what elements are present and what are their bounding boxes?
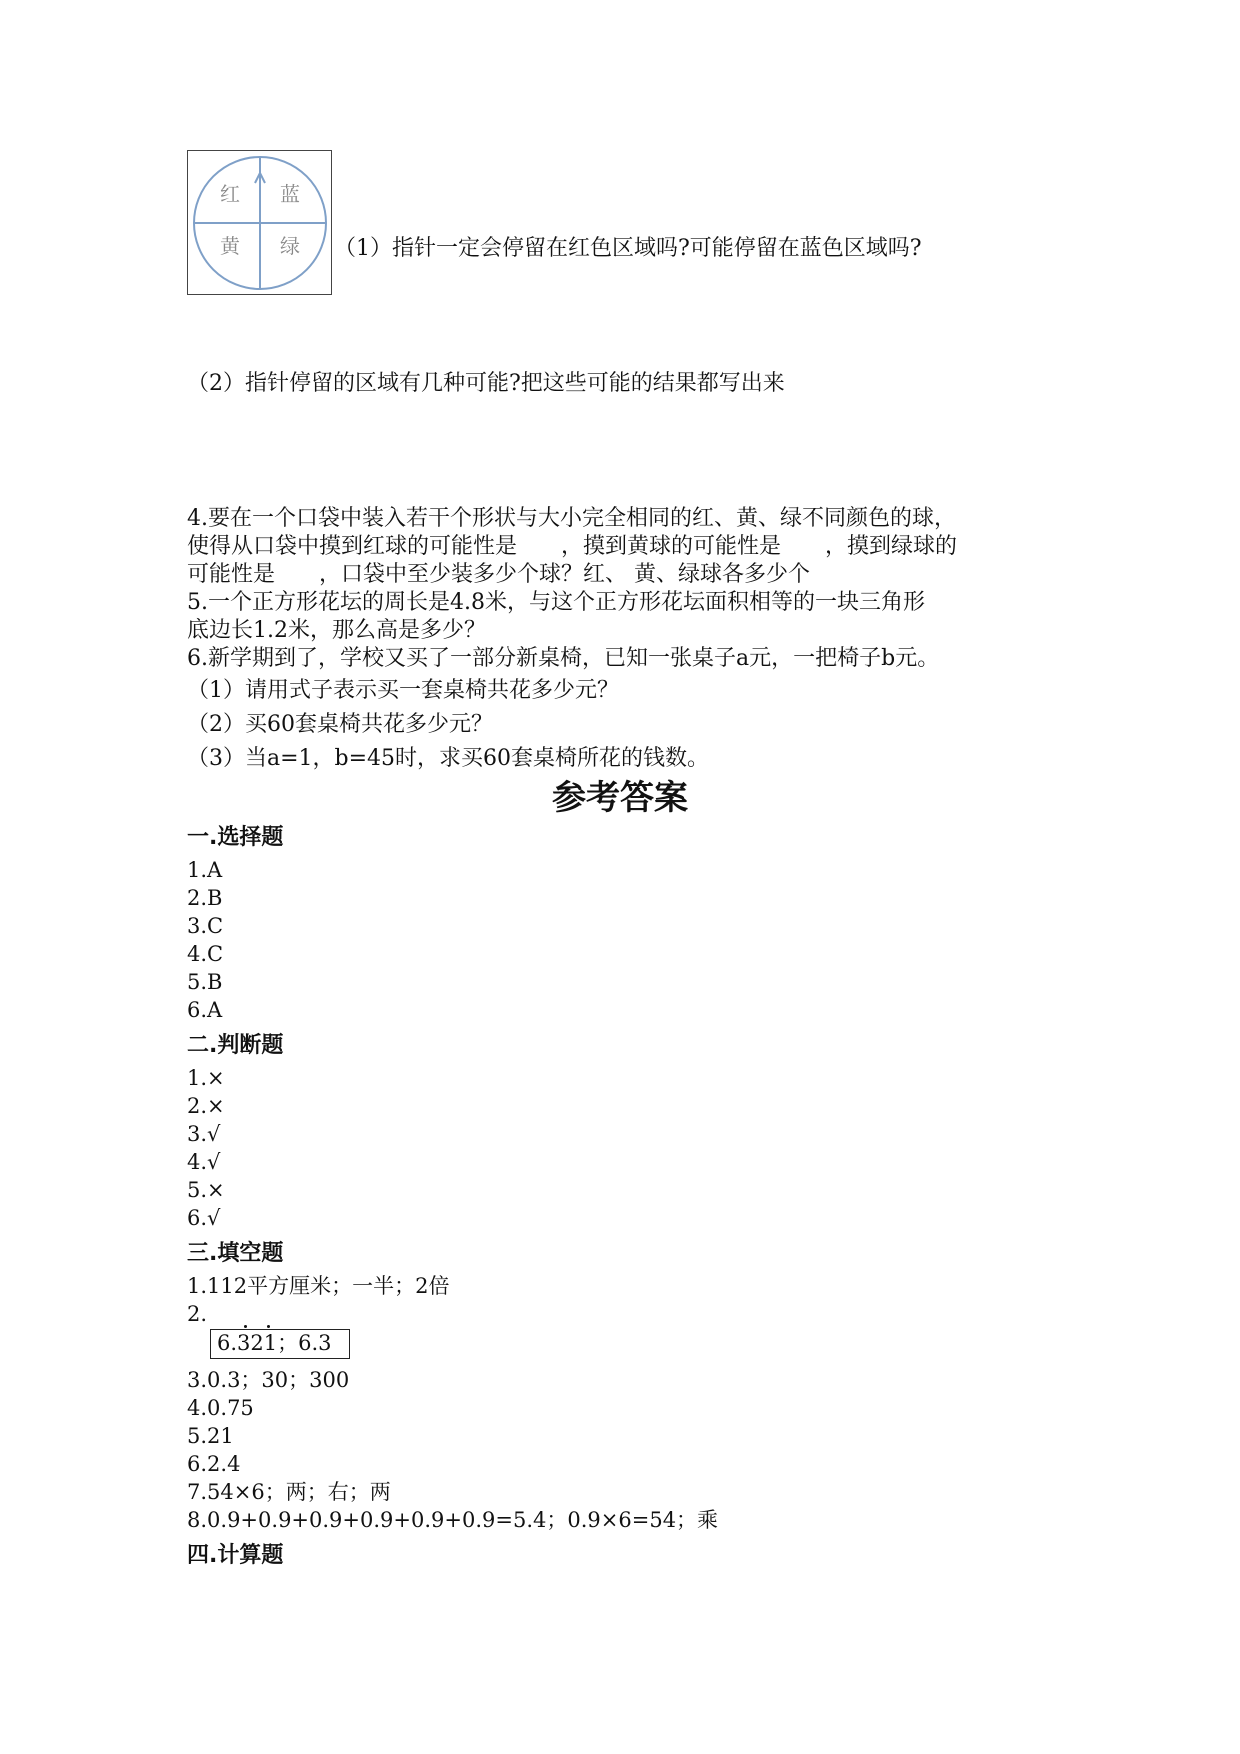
section2-item-2: 2.× — [187, 1094, 225, 1118]
spinner-label-blue: 蓝 — [280, 182, 300, 206]
q4-line1: 4.要在一个口袋中装入若干个形状与大小完全相同的红、黄、绿不同颜色的球， — [187, 506, 956, 531]
section2-item-4: 4.√ — [187, 1150, 221, 1174]
q5-line1: 5.一个正方形花坛的周长是4.8米，与这个正方形花坛面积相等的一块三角形 — [187, 590, 925, 615]
section3-item-2-boxed-answer: 6.321；6.3 — [210, 1329, 350, 1359]
section3-item-3: 3.0.3；30；300 — [187, 1368, 350, 1392]
section2-item-3: 3.√ — [187, 1122, 221, 1146]
spinner-figure — [187, 150, 332, 295]
section3-item-5: 5.21 — [187, 1424, 234, 1448]
section3-item-8: 8.0.9+0.9+0.9+0.9+0.9+0.9=5.4；0.9×6=54；乘 — [187, 1508, 719, 1532]
repeating-dot-mark — [267, 1325, 270, 1328]
section2-item-1: 1.× — [187, 1066, 225, 1090]
section3-item-1: 1.112平方厘米；一半；2倍 — [187, 1274, 450, 1298]
section4-heading: 四.计算题 — [187, 1543, 284, 1568]
section3-item-2: 2. — [187, 1302, 208, 1326]
section2-item-5: 5.× — [187, 1178, 225, 1202]
section1-item-2: 2.B — [187, 886, 223, 910]
spinner-label-green: 绿 — [280, 234, 300, 258]
q3-sub1: （1）指针一定会停留在红色区域吗?可能停留在蓝色区域吗? — [334, 236, 922, 261]
section2-heading: 二.判断题 — [187, 1033, 284, 1058]
section1-heading: 一.选择题 — [187, 825, 284, 850]
q4-line2: 使得从口袋中摸到红球的可能性是 ，摸到黄球的可能性是 ，摸到绿球的 — [187, 534, 958, 559]
q6-line1: 6.新学期到了，学校又买了一部分新桌椅，已知一张桌子a元，一把椅子b元。 — [187, 646, 940, 671]
section1-item-1: 1.A — [187, 858, 223, 882]
section1-item-4: 4.C — [187, 942, 224, 966]
section3-item-4: 4.0.75 — [187, 1396, 254, 1420]
section1-item-3: 3.C — [187, 914, 224, 938]
q6-sub3: （3）当a=1，b=45时，求买60套桌椅所花的钱数。 — [187, 746, 710, 771]
section3-item-6: 6.2.4 — [187, 1452, 241, 1476]
q3-sub2: （2）指针停留的区域有几种可能?把这些可能的结果都写出来 — [187, 371, 785, 396]
q6-sub2: （2）买60套桌椅共花多少元？ — [187, 712, 493, 737]
spinner-label-yellow: 黄 — [220, 234, 240, 258]
spinner-label-red: 红 — [220, 182, 240, 206]
section3-item-7: 7.54×6；两；右；两 — [187, 1480, 391, 1504]
repeating-dot-mark — [244, 1325, 247, 1328]
section1-item-5: 5.B — [187, 970, 223, 994]
answers-title: 参考答案 — [552, 778, 688, 818]
section3-heading: 三.填空题 — [187, 1241, 284, 1266]
spinner-diagram — [188, 151, 333, 296]
section1-item-6: 6.A — [187, 998, 223, 1022]
q6-sub1: （1）请用式子表示买一套桌椅共花多少元？ — [187, 678, 619, 703]
q4-line3: 可能性是 ，口袋中至少装多少个球？红、 黄、绿球各多少个 — [187, 562, 810, 587]
q5-line2: 底边长1.2米，那么高是多少？ — [187, 618, 486, 643]
section2-item-6: 6.√ — [187, 1206, 221, 1230]
